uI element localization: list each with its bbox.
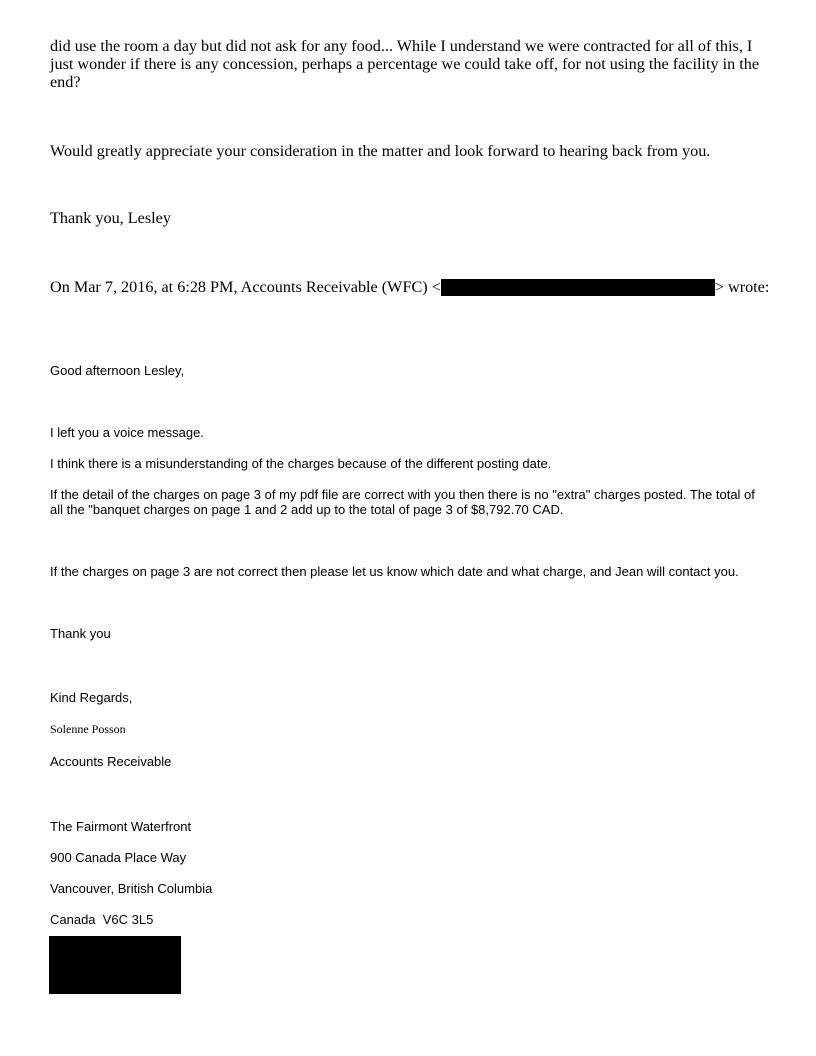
sender-title: Accounts Receivable xyxy=(50,754,172,769)
redacted-block xyxy=(49,936,181,994)
quoted-greeting: Good afternoon Lesley, xyxy=(50,363,185,378)
quote-header-suffix: > wrote: xyxy=(714,278,770,296)
address-company: The Fairmont Waterfront xyxy=(50,819,192,834)
sender-name: Solenne Posson xyxy=(50,722,126,736)
quote-header xyxy=(50,278,769,296)
address-country-postal: Canada V6C 3L5 xyxy=(50,912,154,927)
address-city: Vancouver, British Columbia xyxy=(50,881,213,896)
quote-header-prefix: On Mar 7, 2016, at 6:28 PM, Accounts Receivable (WFC) < xyxy=(50,278,441,296)
address-street: 900 Canada Place Way xyxy=(50,850,187,865)
quoted-line-misunderstanding: I think there is a misunderstanding of the charges because of the different posting date. xyxy=(50,456,552,471)
quoted-line-incorrect-charges: If the charges on page 3 are not correct then please let us know which date and what charge, and Jean will contact you. xyxy=(50,564,739,579)
quoted-line-voice-message: I left you a voice message. xyxy=(50,425,204,440)
quoted-regards: Kind Regards, xyxy=(50,690,133,705)
redacted-email-address xyxy=(441,279,715,296)
reply-paragraph-appreciation: Would greatly appreciate your consideration in the matter and look forward to hearing back from you. xyxy=(50,142,711,160)
reply-signoff: Thank you, Lesley xyxy=(50,209,171,227)
reply-paragraph-concession: did use the room a day but did not ask for any food... While I understand we were contracted for all of this, I just wonder if there is any concession, perhaps a percentage we could take off, for not using the facility in the end? xyxy=(50,37,760,91)
quoted-line-charges-detail: If the detail of the charges on page 3 of my pdf file are correct with you then there is no "extra" charges posted. The total of all the "banquet charges on page 1 and 2 add up to the total of page 3 of $8,792.70 CAD. xyxy=(50,487,755,517)
quoted-thanks: Thank you xyxy=(50,626,111,641)
